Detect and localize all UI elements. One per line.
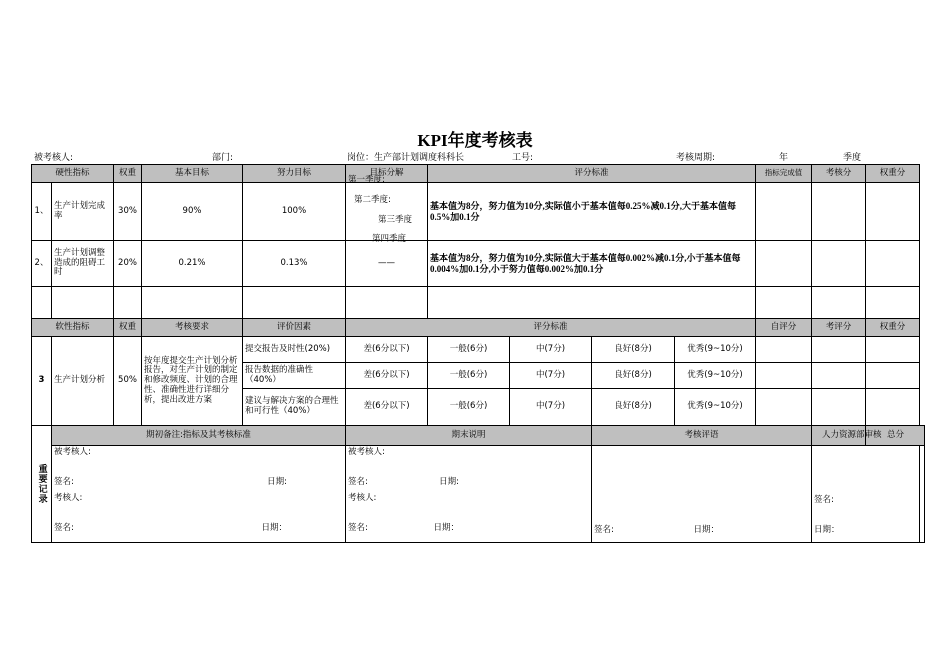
col-breakdown: 目标分解	[346, 165, 428, 183]
period-label: 考核周期:	[676, 153, 716, 163]
records-header-row	[32, 426, 925, 446]
records-body-row	[32, 446, 925, 543]
date-line	[814, 526, 917, 542]
hr-review-label: 人力资源部审核	[822, 429, 882, 440]
factor-text: 建议与解决方案的合理性和可行性（40%）	[243, 389, 346, 426]
col-requirement: 考核要求	[142, 319, 243, 337]
standard-text: 基本值为8分，努力值为10分,实际值小于基本值每0.25%减0.1分,大于基本值每0.5%加0.1分	[428, 183, 756, 241]
col-weighted-score: 权重分	[866, 165, 920, 183]
level-excellent: 优秀(9~10分)	[675, 389, 756, 426]
level-medium: 中(7分)	[510, 363, 592, 389]
self-score-value	[756, 337, 812, 363]
weighted-score-value	[866, 183, 920, 241]
level-fair: 一般(6分)	[428, 363, 510, 389]
col-weight: 权重	[114, 165, 142, 183]
col-effort-target: 努力目标	[243, 165, 346, 183]
breakdown-q1: 第一季度:	[348, 175, 385, 185]
date-label: 日期：	[261, 523, 287, 533]
factor-text: 报告数据的准确性（40%）	[243, 363, 346, 389]
signature-label: 签名:	[54, 477, 74, 487]
col-completion: 指标完成值	[756, 165, 812, 183]
examiner-label: 考核人:	[54, 493, 83, 503]
row-number: 2、	[32, 241, 52, 287]
year-label: 年	[779, 153, 789, 163]
table-row	[32, 241, 925, 287]
self-score-value	[756, 389, 812, 426]
requirement-text: 按年度提交生产计划分析报告，对生产计划的制定和修改频度、计划的合理性、准确性进行详细分析，提出改进方案	[142, 337, 243, 426]
weighted-score-value	[866, 389, 920, 426]
final-notes-cell	[346, 446, 592, 543]
col-final-notes: 期末说明	[346, 426, 592, 446]
weighted-score-value	[866, 241, 920, 287]
examinee-label: 被考核人:	[34, 153, 74, 163]
col-factor: 评价因素	[243, 319, 346, 337]
effort-target-value: 0.13%	[243, 241, 346, 287]
col-self-score: 自评分	[756, 319, 812, 337]
col-review-score: 考评分	[812, 319, 866, 337]
position-label: 岗位：生产部计划调度科科长	[347, 153, 465, 163]
col-standard: 评分标准	[346, 319, 756, 337]
examinee-label: 被考核人:	[348, 447, 385, 457]
indicator-name: 生产计划分析	[52, 337, 114, 426]
date-label: 日期:	[267, 477, 287, 487]
level-poor: 差(6分以下)	[346, 363, 428, 389]
sign-line	[814, 496, 917, 512]
review-score-value	[812, 389, 866, 426]
effort-target-value: 100%	[243, 183, 346, 241]
department-label: 部门:	[212, 153, 234, 163]
date-label: 日期:	[439, 477, 459, 487]
row-number: 1、	[32, 183, 52, 241]
level-poor: 差(6分以下)	[346, 389, 428, 426]
breakdown-cell	[346, 175, 428, 244]
examiner-line	[348, 494, 589, 510]
signature-label: 签名:	[814, 495, 834, 505]
sign-line	[348, 524, 589, 540]
weight-value: 50%	[114, 337, 142, 426]
records-side-text: 重要记录	[36, 464, 47, 504]
table-row	[32, 337, 925, 363]
level-good: 良好(8分)	[592, 389, 675, 426]
total-cell	[920, 446, 925, 543]
completion-value	[756, 183, 812, 241]
initial-remarks-cell	[52, 446, 346, 543]
review-score-value	[812, 337, 866, 363]
breakdown-cell: ——	[346, 241, 428, 287]
weight-value: 20%	[114, 241, 142, 287]
signature-label: 签名:	[54, 523, 74, 533]
date-label: 日期：	[693, 525, 719, 535]
hard-header-row	[32, 165, 925, 183]
level-excellent: 优秀(9~10分)	[675, 363, 756, 389]
employee-no-label: 工号:	[512, 153, 534, 163]
weighted-score-value	[866, 363, 920, 389]
col-review-comments: 考核评语	[592, 426, 812, 446]
score-value	[812, 241, 866, 287]
breakdown-q4: 第四季度	[372, 234, 407, 244]
row-number: 3	[32, 337, 52, 426]
base-target-value: 90%	[142, 183, 243, 241]
total-label: 总分	[886, 429, 904, 440]
level-fair: 一般(6分)	[428, 389, 510, 426]
signature-label: 签名:	[348, 477, 368, 487]
page-title: KPI年度考核表	[417, 131, 533, 150]
col-base-target: 基本目标	[142, 165, 243, 183]
col-score: 考核分	[812, 165, 866, 183]
col-total	[822, 426, 925, 446]
kpi-table	[31, 164, 925, 543]
sign-line	[54, 478, 343, 494]
records-side-label	[32, 426, 52, 543]
quarter-label: 季度	[843, 153, 862, 163]
examinee-line	[348, 448, 589, 464]
standard-text: 基本值为8分，努力值为10分,实际值大于基本值每0.002%减0.1分,小于基本值每0.004%加0.1分,小于努力值每0.002%加0.1分	[428, 241, 756, 287]
signature-label: 签名:	[594, 525, 614, 535]
indicator-name: 生产计划调整造成的阻碍工时	[52, 241, 114, 287]
col-soft-indicator: 软性指标	[32, 319, 114, 337]
sign-line	[594, 526, 809, 542]
signature-label: 签名:	[348, 523, 368, 533]
weight-value: 30%	[114, 183, 142, 241]
weighted-score-value	[866, 337, 920, 363]
examiner-label: 考核人:	[348, 493, 377, 503]
breakdown-q2: 第二季度:	[354, 195, 391, 205]
col-hard-indicator: 硬性指标	[32, 165, 114, 183]
completion-value	[756, 241, 812, 287]
level-fair: 一般(6分)	[428, 337, 510, 363]
date-label: 日期：	[433, 523, 459, 533]
hr-review-cell	[812, 446, 920, 543]
examinee-label: 被考核人:	[54, 447, 91, 457]
sign-line	[348, 478, 589, 494]
indicator-name: 生产计划完成率	[52, 183, 114, 241]
col-initial-remarks: 期初备注:指标及其考核标准	[52, 426, 346, 446]
table-row	[32, 183, 925, 241]
level-medium: 中(7分)	[510, 337, 592, 363]
level-medium: 中(7分)	[510, 389, 592, 426]
factor-text: 提交报告及时性(20%)	[243, 337, 346, 363]
self-score-value	[756, 363, 812, 389]
review-comments-cell	[592, 446, 812, 543]
header-split	[822, 429, 922, 441]
examiner-line	[54, 494, 343, 510]
breakdown-q3: 第三季度	[378, 215, 413, 225]
level-poor: 差(6分以下)	[346, 337, 428, 363]
level-excellent: 优秀(9~10分)	[675, 337, 756, 363]
soft-header-row	[32, 319, 925, 337]
score-value	[812, 183, 866, 241]
examinee-line	[54, 448, 343, 464]
level-good: 良好(8分)	[592, 337, 675, 363]
date-label: 日期：	[814, 525, 840, 535]
col-weight: 权重	[114, 319, 142, 337]
level-good: 良好(8分)	[592, 363, 675, 389]
table-row-empty	[32, 287, 925, 319]
col-standard: 评分标准	[428, 165, 756, 183]
base-target-value: 0.21%	[142, 241, 243, 287]
col-weighted-score: 权重分	[866, 319, 920, 337]
sign-line	[54, 524, 343, 540]
review-score-value	[812, 363, 866, 389]
